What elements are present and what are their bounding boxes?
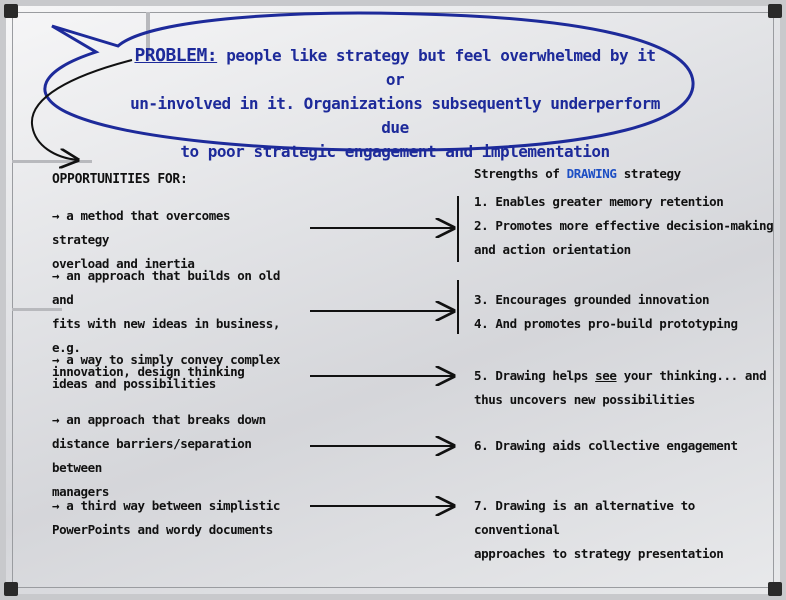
strength-5-text: your thinking... and	[623, 368, 767, 383]
problem-line-1: people like strategy but feel overwhelmed by it or	[226, 46, 656, 89]
strengths-heading-text: Strengths of	[474, 166, 560, 181]
strength-5	[474, 364, 774, 388]
opportunity-line: PowerPoints and wordy documents	[52, 522, 273, 537]
strength-group-3	[474, 364, 774, 412]
problem-statement	[130, 44, 660, 164]
strengths-heading-text: strategy	[623, 166, 681, 181]
strength-6: 6. Drawing aids collective engagement	[474, 438, 738, 453]
strength-4: 4. And promotes pro-build prototyping	[474, 316, 738, 331]
opportunity-item	[52, 494, 292, 542]
problem-line-3: to poor strategic engagement and implementation	[180, 142, 610, 161]
opportunity-line: → a third way between simplistic	[52, 498, 281, 513]
opportunity-line: managers	[52, 484, 110, 499]
problem-keyword: PROBLEM:	[134, 45, 218, 66]
opportunity-line: ideas and possibilities	[52, 376, 216, 391]
opportunity-line: → an approach that builds on old and	[52, 268, 281, 307]
strength-7: 7. Drawing is an alternative to conventional	[474, 498, 695, 537]
opportunity-line: → a method that overcomes strategy	[52, 208, 231, 247]
opportunity-line: fits with new ideas in business, e.g.	[52, 316, 281, 355]
opportunity-line: innovation, design thinking	[52, 364, 245, 379]
strength-7-continued: approaches to strategy presentation	[474, 546, 724, 561]
strength-group-1	[474, 190, 774, 262]
opportunity-item	[52, 408, 292, 504]
strength-2-continued: and action orientation	[474, 242, 631, 257]
strength-group-4	[474, 434, 774, 458]
strength-group-5	[474, 494, 774, 566]
strengths-heading	[474, 166, 681, 181]
strength-5-underlined: see	[595, 368, 617, 383]
opportunity-line: → a way to simply convey complex	[52, 352, 281, 367]
problem-line-2: un-involved in it. Organizations subsequently underperform due	[130, 94, 660, 137]
strength-3: 3. Encourages grounded innovation	[474, 292, 710, 307]
opportunities-heading: OPPORTUNITIES FOR:	[52, 172, 188, 187]
strength-5-continued: thus uncovers new possibilities	[474, 392, 695, 407]
drawing-keyword: DRAWING	[566, 166, 617, 181]
opportunity-item	[52, 348, 292, 396]
strength-5-text: 5. Drawing helps	[474, 368, 589, 383]
strength-2: 2. Promotes more effective decision-making	[474, 218, 774, 233]
opportunity-line: overload and inertia	[52, 256, 195, 271]
opportunity-line: → an approach that breaks down	[52, 412, 266, 427]
strength-1: 1. Enables greater memory retention	[474, 194, 724, 209]
strength-group-2	[474, 288, 774, 336]
curved-arrow	[32, 60, 132, 160]
opportunity-line: distance barriers/separation between	[52, 436, 252, 475]
